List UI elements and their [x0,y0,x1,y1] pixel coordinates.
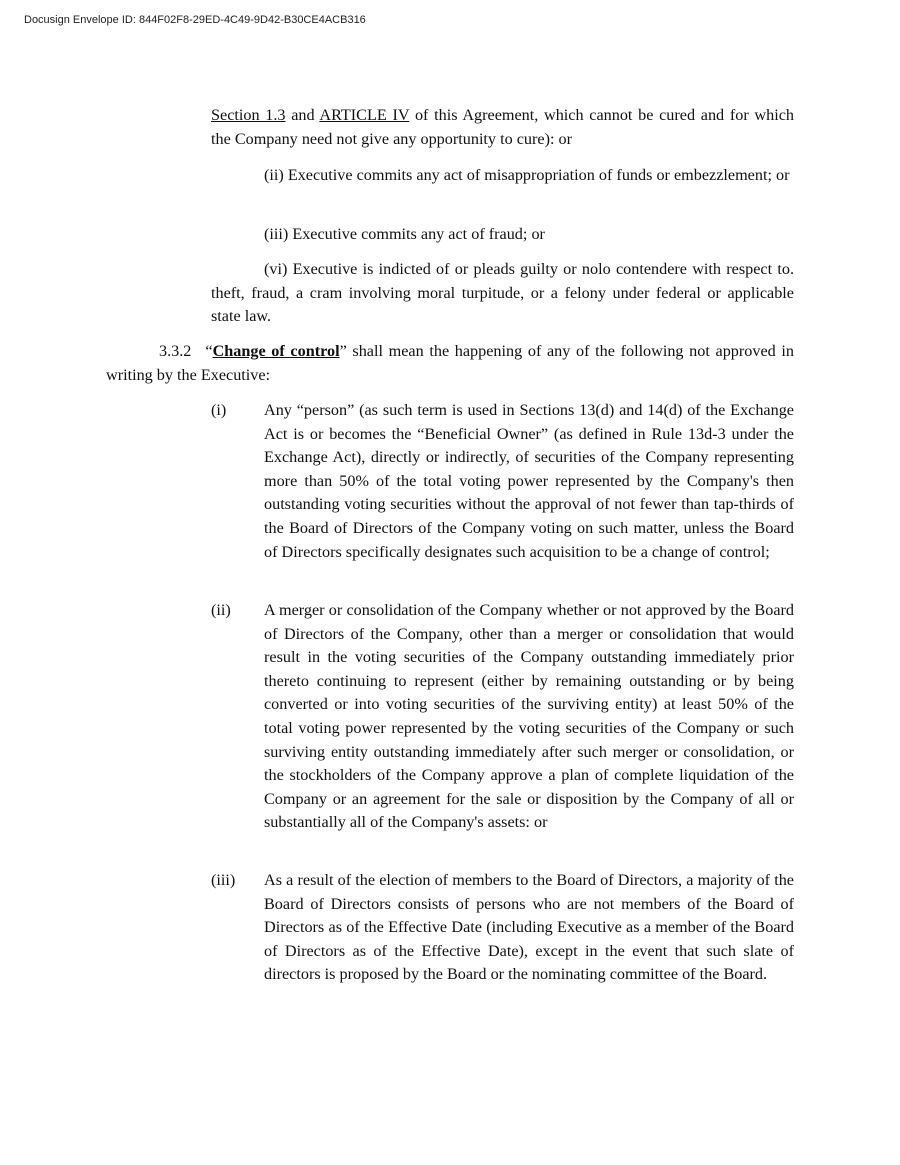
docusign-envelope-id: Docusign Envelope ID: 844F02F8-29ED-4C49-9D42-B30CE4ACB316 [24,14,366,26]
list-item-text: As a result of the election of members to the Board of Directors, a majority of the Board of Directors consists of persons who are not members of the Board of Directors as of the Effective Date (including Executive as a member of the Board of Directors as of the Effective Date), except in the event that such slate of directors is proposed by the Board or the nominating committee of the Board. [264,871,794,984]
intro-text-2: of this Agreement, which cannot be cured and for which the Company need not give any opportunity to cure): or [211,106,794,148]
intro-text-1: and [285,106,320,124]
list-item-text: A merger or consolidation of the Company whether or not approved by the Board of Directors of the Company, other than a merger or consolidation that would result in the voting securities of the Company outstanding immediately prior thereto continuing to represent (either by remaining outstanding or by being converted or into voting securities of the surviving entity) at least 50% of the total voting power represented by the voting securities of the Company or such surviving entity outstanding immediately after such merger or consolidation, or the stockholders of the Company approve a plan of complete liquidation of the Company or an agreement for the sale or disposition by the Company of all or substantially all of the Company's assets: or [264,601,794,832]
section-3-3-2-text: shall mean the happening of any of the following not approved in writing by the Executive: [106,342,794,384]
clause-vi-indictment: (vi) Executive is indicted of or pleads guilty or nolo contendere with respect to. theft, fraud, a cram involving moral turpitude, or a felony under federal or applicable state law. [211,260,794,326]
section-1-3-reference: Section 1.3 [211,106,286,124]
list-item-number: (i) [211,401,227,419]
clause-ii-misappropriation: (ii) Executive commits any act of misappropriation of funds or embezzlement; or [264,166,790,184]
defined-term-change-of-control: Change of control [212,342,340,360]
clause-iii-fraud: (iii) Executive commits any act of fraud; or [264,225,545,243]
intro-paragraph [211,104,794,151]
list-item-number: (ii) [211,601,231,619]
article-iv-reference: ARTICLE IV [319,106,410,124]
list-item-number: (iii) [211,871,236,889]
section-number: 3.3.2 [159,342,192,360]
list-item-text: Any “person” (as such term is used in Sections 13(d) and 14(d) of the Exchange Act is or becomes the “Beneficial Owner” (as defined in Rule 13d-3 under the Exchange Act), directly or indirectly, of securities of the Company representing more than 50% of the total voting power represented by the Company's then outstanding voting securities without the approval of not fewer than tap-thirds of the Board of Directors of the Company voting on such matter, unless the Board of Directors specifically designates such acquisition to be a change of control; [264,401,794,561]
close-quote: ” [339,342,347,360]
open-quote: “ [205,342,213,360]
section-3-3-2-paragraph [106,340,794,387]
